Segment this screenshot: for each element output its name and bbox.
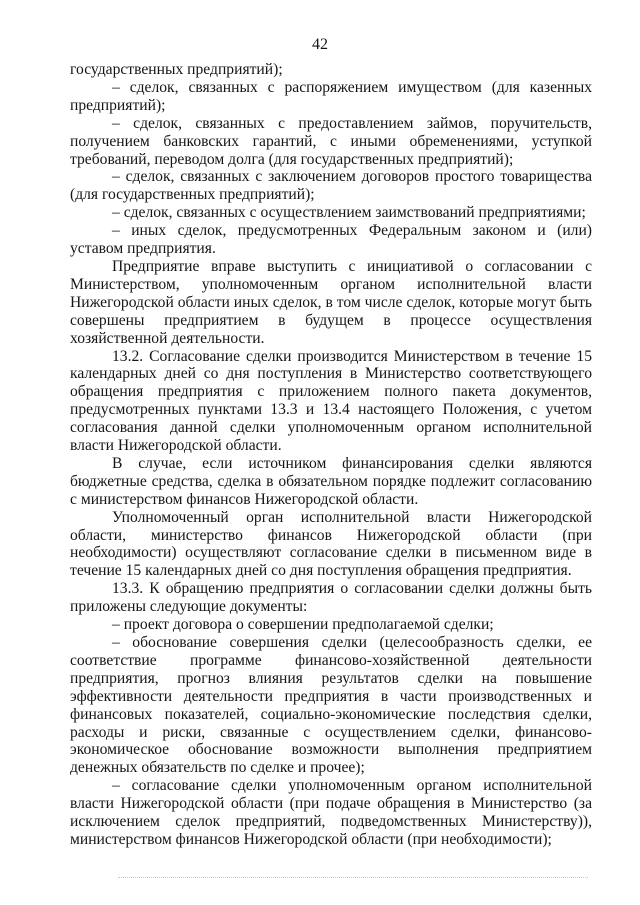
- scan-artifact-line: [118, 877, 588, 878]
- document-body: [70, 61, 592, 849]
- section-13-3-paragraph: 13.3. К обращению предприятия о согласовании сделки должны быть приложены следующие документы:: [70, 580, 592, 616]
- section-13-2-paragraph: 13.2. Согласование сделки производится Министерством в течение 15 календарных дней со дня поступления в Министерство соответствующего обращения предприятия с приложением полного пакета документов, предусмотренных пунктами 13.3 и 13.4 настоящего Положения, с учетом согласования данной сделки уполномоченным органом исполнительной власти Нижегородской области.: [70, 347, 592, 455]
- paragraph: Предприятие вправе выступить с инициативой о согласовании с Министерством, уполномоченным органом исполнительной власти Нижегородской области иных сделок, в том числе сделок, которые могут быть совершены предприятием в будущем в процессе осуществления хозяйственной деятельности.: [70, 257, 592, 347]
- list-item: – обоснование совершения сделки (целесообразность сделки, ее соответствие программе финансово-хозяйственной деятельности предприятия, прогноз влияния результатов сделки на повышение эффективности деятельности предприятия в части производственных и финансовых показателей, социально-экономические последствия сделки, расходы и риски, связанные с осуществлением сделки, финансово-экономическое обоснование возможности выполнения предприятием денежных обязательств по сделке и прочее);: [70, 634, 592, 777]
- paragraph: Уполномоченный орган исполнительной власти Нижегородской области, министерство финансов Нижегородской области (при необходимости) осуществляют согласование сделки в письменном виде в течение 15 календарных дней со дня поступления обращения предприятия.: [70, 508, 592, 580]
- list-item: – сделок, связанных с заключением договоров простого товарищества (для государственных предприятий);: [70, 168, 592, 204]
- list-item: – сделок, связанных с предоставлением займов, поручительств, получением банковских гарантий, с иными обременениями, уступкой требований, переводом долга (для государственных предприятий);: [70, 114, 592, 168]
- list-item: – согласование сделки уполномоченным органом исполнительной власти Нижегородской области (при подаче обращения в Министерство (за исключением сделок предприятий, подведомственных Министерству)), министерством финансов Нижегородской области (при необходимости);: [70, 777, 592, 848]
- list-item: – проект договора о совершении предполагаемой сделки;: [112, 616, 494, 634]
- list-item: – сделок, связанных с осуществлением заимствований предприятиями;: [112, 204, 586, 222]
- paragraph: государственных предприятий);: [70, 61, 283, 78]
- list-item: – сделок, связанных с распоряжением имуществом (для казенных предприятий);: [70, 78, 592, 114]
- page-number: 42: [312, 36, 328, 53]
- paragraph: В случае, если источником финансирования сделки являются бюджетные средства, сделка в обязательном порядке подлежит согласованию с министерством финансов Нижегородской области.: [70, 454, 592, 508]
- list-item: – иных сделок, предусмотренных Федеральным законом и (или) уставом предприятия.: [70, 222, 592, 258]
